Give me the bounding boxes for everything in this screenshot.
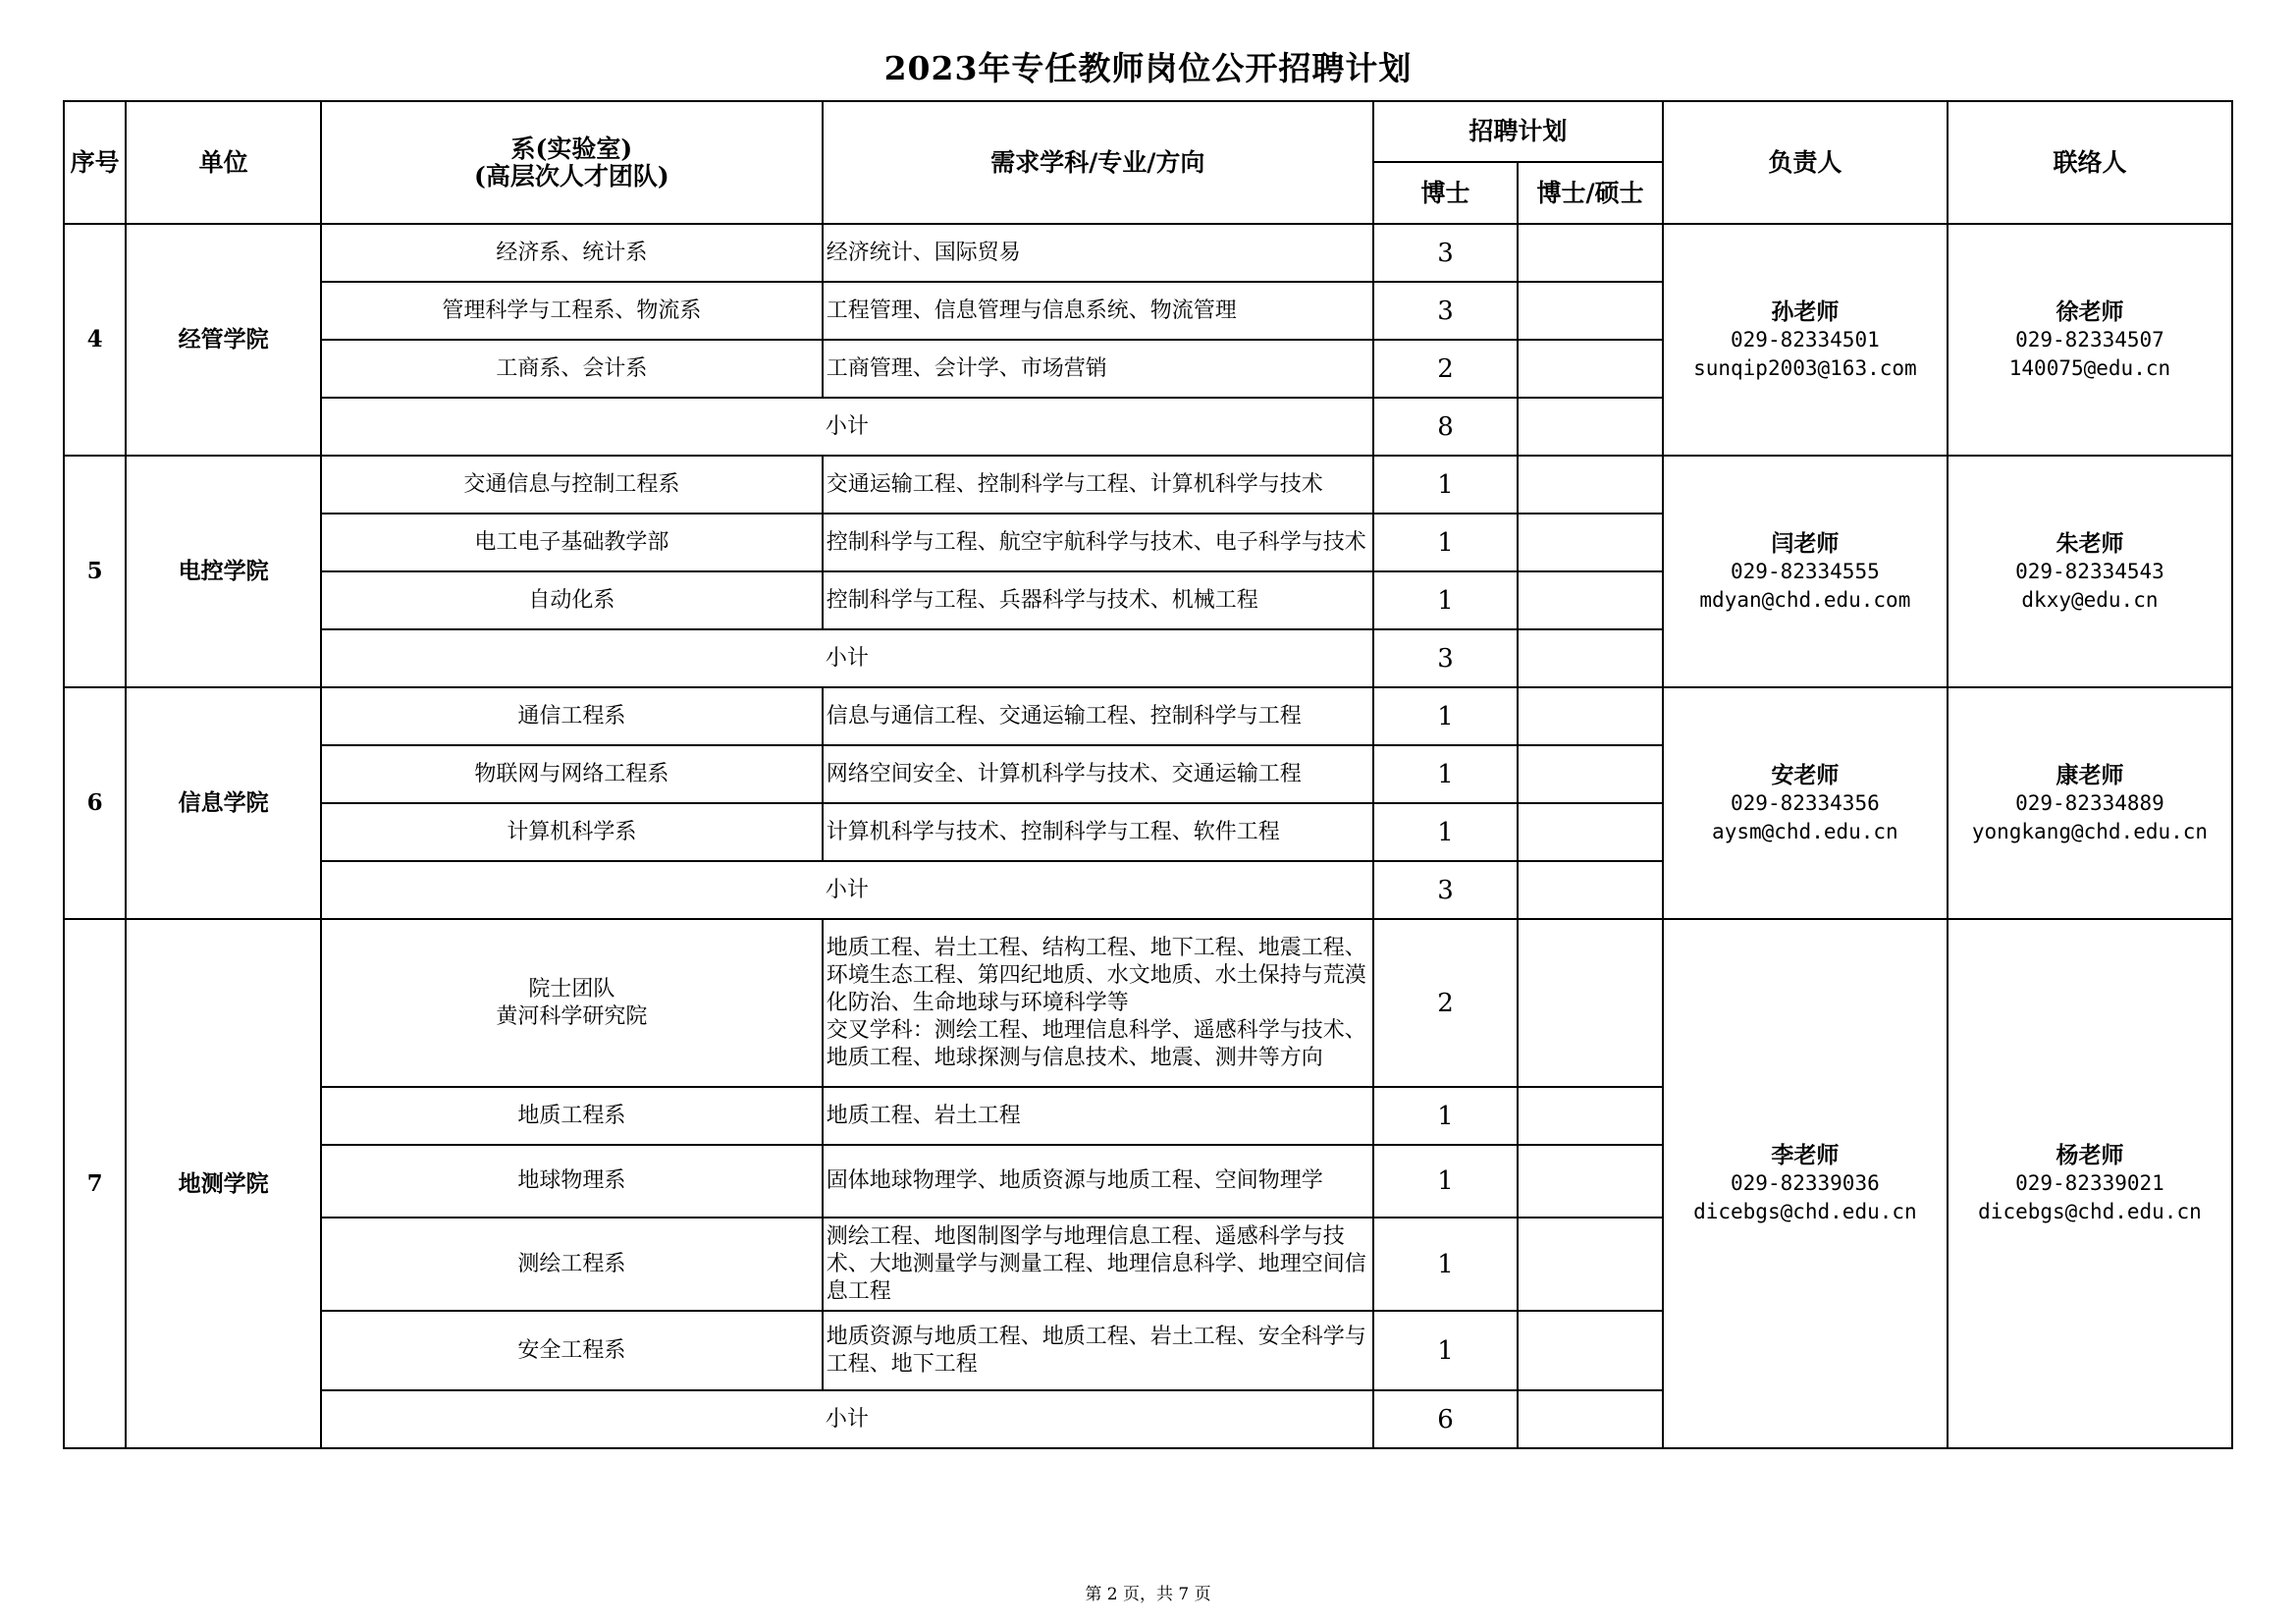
phd-count-cell: 1 [1373, 1087, 1519, 1145]
dept-line: 院士团队 [528, 976, 615, 1001]
header-unit: 单位 [126, 101, 321, 224]
subtotal-phd-cell: 8 [1373, 398, 1519, 456]
subtotal-phd-master-cell [1518, 398, 1663, 456]
phd-master-count-cell [1518, 803, 1663, 861]
major-text: 地质工程、岩土工程、结构工程、地下工程、地震工程、环境生态工程、第四纪地质、水文地质、水土保持与荒漠化防治、生命地球与环境科学等 [826, 935, 1366, 1015]
table-row [64, 919, 2232, 1087]
phd-count-cell: 1 [1373, 803, 1519, 861]
dept-line: 物联网与网络工程系 [474, 761, 669, 786]
major-cell [823, 224, 1373, 282]
leader-phone: 029-82334356 [1731, 790, 1880, 815]
dept-line: 地球物理系 [517, 1168, 626, 1193]
subtotal-phd-master-cell [1518, 629, 1663, 687]
seq-cell: 6 [64, 687, 126, 919]
leader-cell [1663, 224, 1948, 456]
major-text: 网络空间安全、计算机科学与技术、交通运输工程 [826, 761, 1302, 786]
contact-name: 杨老师 [2056, 1142, 2124, 1168]
dept-cell [321, 1218, 823, 1311]
header-phd-master: 博士/硕士 [1518, 162, 1663, 224]
phd-master-count-cell [1518, 1218, 1663, 1311]
phd-master-count-cell [1518, 282, 1663, 340]
dept-cell [321, 224, 823, 282]
dept-cell [321, 745, 823, 803]
leader-email: mdyan@chd.edu.com [1699, 587, 1911, 612]
header-dept-line1: 系(实验室) [510, 134, 633, 163]
phd-count-cell: 1 [1373, 514, 1519, 571]
phd-master-count-cell [1518, 1311, 1663, 1390]
contact-email: dkxy@edu.cn [2021, 587, 2159, 612]
dept-line: 自动化系 [528, 587, 615, 613]
dept-cell [321, 1145, 823, 1218]
dept-line: 黄河科学研究院 [496, 1003, 648, 1029]
header-plan: 招聘计划 [1373, 101, 1663, 162]
subtotal-phd-cell: 3 [1373, 861, 1519, 919]
major-text: 经济统计、国际贸易 [826, 240, 1021, 265]
contact-phone: 029-82334507 [2015, 327, 2164, 352]
contact-phone: 029-82334543 [2015, 559, 2164, 583]
dept-line: 地质工程系 [517, 1103, 626, 1128]
header-major: 需求学科/专业/方向 [823, 101, 1373, 224]
contact-cell [1948, 456, 2232, 687]
header-dept-line2: (高层次人才团队) [474, 161, 669, 190]
page-title: 2023年专任教师岗位公开招聘计划 [883, 49, 1413, 87]
subtotal-phd-cell: 6 [1373, 1390, 1519, 1448]
dept-cell [321, 1311, 823, 1390]
subtotal-label: 小计 [321, 398, 1373, 456]
seq-cell: 7 [64, 919, 126, 1448]
unit-cell: 电控学院 [126, 456, 321, 687]
header-phd: 博士 [1373, 162, 1519, 224]
major-cell [823, 919, 1373, 1087]
header-seq: 序号 [64, 101, 126, 224]
leader-phone: 029-82334555 [1731, 559, 1880, 583]
phd-count-cell: 1 [1373, 1145, 1519, 1218]
subtotal-phd-cell: 3 [1373, 629, 1519, 687]
contact-name: 朱老师 [2056, 529, 2124, 557]
dept-line: 安全工程系 [517, 1337, 626, 1363]
phd-master-count-cell [1518, 745, 1663, 803]
phd-master-count-cell [1518, 1087, 1663, 1145]
leader-cell [1663, 919, 1948, 1448]
leader-phone: 029-82334501 [1731, 327, 1880, 352]
contact-name: 徐老师 [2056, 298, 2124, 325]
major-cell [823, 340, 1373, 398]
leader-email: sunqip2003@163.com [1693, 355, 1917, 380]
dept-cell [321, 1087, 823, 1145]
phd-count-cell: 3 [1373, 224, 1519, 282]
contact-cell [1948, 687, 2232, 919]
leader-phone: 029-82339036 [1731, 1171, 1880, 1195]
header-dept [321, 101, 823, 224]
contact-email: dicebgs@chd.edu.cn [1978, 1200, 2202, 1223]
seq-cell: 4 [64, 224, 126, 456]
leader-email: dicebgs@chd.edu.cn [1693, 1200, 1917, 1223]
phd-count-cell: 1 [1373, 456, 1519, 514]
phd-count-cell: 1 [1373, 687, 1519, 745]
phd-master-count-cell [1518, 571, 1663, 629]
contact-cell [1948, 224, 2232, 456]
major-text: 固体地球物理学、地质资源与地质工程、空间物理学 [826, 1168, 1323, 1193]
major-text: 地质资源与地质工程、地质工程、岩土工程、安全科学与工程、地下工程 [826, 1324, 1366, 1377]
phd-master-count-cell [1518, 456, 1663, 514]
contact-email: yongkang@chd.edu.cn [1971, 819, 2209, 843]
contact-phone: 029-82334889 [2015, 790, 2164, 815]
major-text: 控制科学与工程、航空宇航科学与技术、电子科学与技术 [826, 529, 1366, 555]
phd-master-count-cell [1518, 514, 1663, 571]
subtotal-label: 小计 [321, 1390, 1373, 1448]
table-row [64, 224, 2232, 282]
dept-cell [321, 282, 823, 340]
major-text: 工程管理、信息管理与信息系统、物流管理 [826, 298, 1237, 323]
table-body [64, 224, 2232, 1448]
dept-line: 管理科学与工程系、物流系 [442, 298, 702, 323]
subtotal-phd-master-cell [1518, 861, 1663, 919]
subtotal-label: 小计 [321, 861, 1373, 919]
dept-line: 经济系、统计系 [496, 240, 648, 265]
major-text: 信息与通信工程、交通运输工程、控制科学与工程 [826, 703, 1302, 729]
phd-count-cell: 2 [1373, 340, 1519, 398]
phd-count-cell: 2 [1373, 919, 1519, 1087]
leader-name: 孙老师 [1771, 298, 1840, 325]
dept-cell [321, 514, 823, 571]
contact-name: 康老师 [2056, 761, 2124, 788]
leader-name: 李老师 [1771, 1142, 1840, 1168]
contact-cell [1948, 919, 2232, 1448]
dept-cell [321, 456, 823, 514]
contact-phone: 029-82339021 [2015, 1171, 2164, 1195]
major-cell [823, 803, 1373, 861]
leader-email: aysm@chd.edu.cn [1712, 819, 1898, 843]
contact-email: 140075@edu.cn [2008, 355, 2171, 380]
major-text: 测绘工程、地图制图学与地理信息工程、遥感科学与技术、大地测量学与测量工程、地理信息科学、地理空间信息工程 [826, 1223, 1366, 1304]
unit-cell: 信息学院 [126, 687, 321, 919]
phd-count-cell: 1 [1373, 1218, 1519, 1311]
dept-line: 交通信息与控制工程系 [463, 471, 680, 497]
recruitment-plan-table [63, 100, 2233, 1449]
subtotal-label: 小计 [321, 629, 1373, 687]
phd-count-cell: 1 [1373, 1311, 1519, 1390]
dept-cell [321, 340, 823, 398]
dept-line: 工商系、会计系 [496, 355, 648, 381]
table-row [64, 687, 2232, 745]
phd-count-cell: 1 [1373, 571, 1519, 629]
dept-cell [321, 919, 823, 1087]
major-text: 控制科学与工程、兵器科学与技术、机械工程 [826, 587, 1258, 613]
header-leader: 负责人 [1663, 101, 1948, 224]
phd-count-cell: 1 [1373, 745, 1519, 803]
subtotal-phd-master-cell [1518, 1390, 1663, 1448]
page-footer: 第 2 页，共 7 页 [1085, 1585, 1211, 1604]
header-contact: 联络人 [1948, 101, 2232, 224]
phd-master-count-cell [1518, 919, 1663, 1087]
major-cell [823, 745, 1373, 803]
seq-cell: 5 [64, 456, 126, 687]
major-cell [823, 456, 1373, 514]
phd-master-count-cell [1518, 224, 1663, 282]
leader-cell [1663, 456, 1948, 687]
major-text: 计算机科学与技术、控制科学与工程、软件工程 [826, 819, 1280, 844]
dept-line: 测绘工程系 [517, 1251, 626, 1276]
major-cell [823, 1145, 1373, 1218]
major-cell [823, 282, 1373, 340]
dept-cell [321, 571, 823, 629]
phd-count-cell: 3 [1373, 282, 1519, 340]
dept-cell [321, 803, 823, 861]
phd-master-count-cell [1518, 340, 1663, 398]
leader-name: 安老师 [1771, 761, 1840, 788]
major-cell [823, 1218, 1373, 1311]
unit-cell: 地测学院 [126, 919, 321, 1448]
dept-line: 通信工程系 [517, 703, 626, 729]
dept-line: 电工电子基础教学部 [474, 529, 669, 555]
phd-master-count-cell [1518, 1145, 1663, 1218]
phd-master-count-cell [1518, 687, 1663, 745]
major-extra-text: 交叉学科：测绘工程、地理信息科学、遥感科学与技术、地质工程、地球探测与信息技术、地震、测井等方向 [826, 1017, 1366, 1070]
major-cell [823, 1087, 1373, 1145]
major-text: 工商管理、会计学、市场营销 [826, 355, 1107, 381]
unit-cell: 经管学院 [126, 224, 321, 456]
major-cell [823, 1311, 1373, 1390]
major-text: 交通运输工程、控制科学与工程、计算机科学与技术 [826, 471, 1323, 497]
dept-cell [321, 687, 823, 745]
major-cell [823, 514, 1373, 571]
major-text: 地质工程、岩土工程 [826, 1103, 1021, 1128]
major-cell [823, 571, 1373, 629]
dept-line: 计算机科学系 [507, 819, 637, 844]
leader-cell [1663, 687, 1948, 919]
major-cell [823, 687, 1373, 745]
table-row [64, 456, 2232, 514]
leader-name: 闫老师 [1771, 529, 1840, 557]
